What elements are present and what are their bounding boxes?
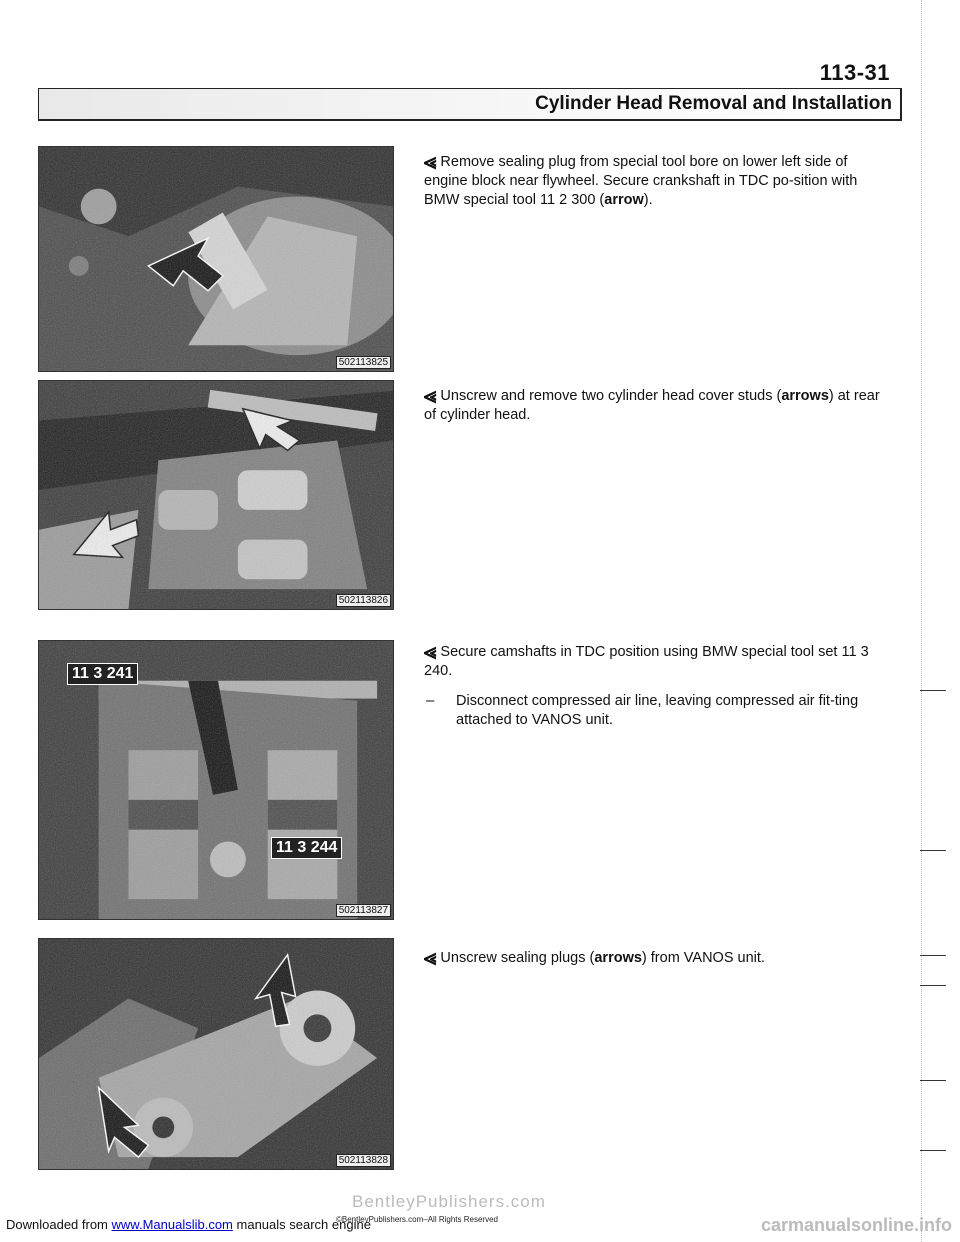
page-number: 113-31: [819, 60, 890, 85]
step-remove-cover-studs: ⪡ Unscrew and remove two cylinder head cover studs (arrows) at rear of cylinder head.: [424, 383, 880, 423]
figure-vanos-plugs: [38, 938, 394, 1170]
step-secure-camshafts: ⪡ Secure camshafts in TDC position using BMW special tool set 11 3 240.: [424, 639, 869, 679]
step-arrow-icon: ⪡: [424, 639, 437, 664]
step-arrow-icon: ⪡: [424, 149, 437, 174]
engine-block-photo: [39, 147, 393, 371]
figure-id: 502113825: [336, 356, 391, 369]
callout-label: 11 3 241: [67, 663, 138, 685]
manualslib-link[interactable]: www.Manualslib.com: [111, 1217, 233, 1232]
step-remove-sealing-plug: ⪡ Remove sealing plug from special tool bore on lower left side of engine block near flywheel. Secure crankshaft in TDC po-sition with BMW special tool 11 2 300 (arrow).: [424, 149, 858, 208]
dash-marker: –: [426, 692, 435, 709]
step-arrow-icon: ⪡: [424, 383, 437, 408]
copyright: ©BentleyPublishers.com–All Rights Reserved: [336, 1215, 498, 1224]
step-unscrew-vanos-plugs: ⪡ Unscrew sealing plugs (arrows) from VANOS unit.: [424, 945, 765, 970]
figure-flywheel-tool: [38, 146, 394, 372]
margin-tick: [920, 1080, 946, 1081]
section-title-bar: [38, 88, 902, 121]
watermark: carmanualsonline.info: [760, 1215, 952, 1235]
step-disconnect-air-line: Disconnect compressed air line, leaving compressed air fit-ting attached to VANOS unit.: [456, 693, 859, 728]
figure-cover-studs: [38, 380, 394, 610]
section-title: Cylinder Head Removal and Installation: [535, 93, 892, 114]
vanos-unit-photo: [39, 939, 393, 1169]
margin-rule: [921, 0, 922, 1242]
margin-tick: [920, 985, 946, 986]
margin-tick: [920, 1150, 946, 1151]
callout-label: 11 3 244: [271, 837, 342, 859]
step-arrow-icon: ⪡: [424, 945, 437, 970]
figure-id: 502113826: [336, 594, 391, 607]
margin-tick: [920, 850, 946, 851]
margin-tick: [920, 955, 946, 956]
figure-id: 502113828: [336, 1154, 391, 1167]
cylinder-head-photo: [39, 381, 393, 609]
margin-tick: [920, 690, 946, 691]
publisher-logo: BentleyPublishers.com: [352, 1192, 546, 1211]
figure-id: 502113827: [336, 904, 391, 917]
download-notice: Downloaded from www.Manualslib.com manuals search engine: [6, 1217, 371, 1232]
figure-camshaft-tool: [38, 640, 394, 920]
